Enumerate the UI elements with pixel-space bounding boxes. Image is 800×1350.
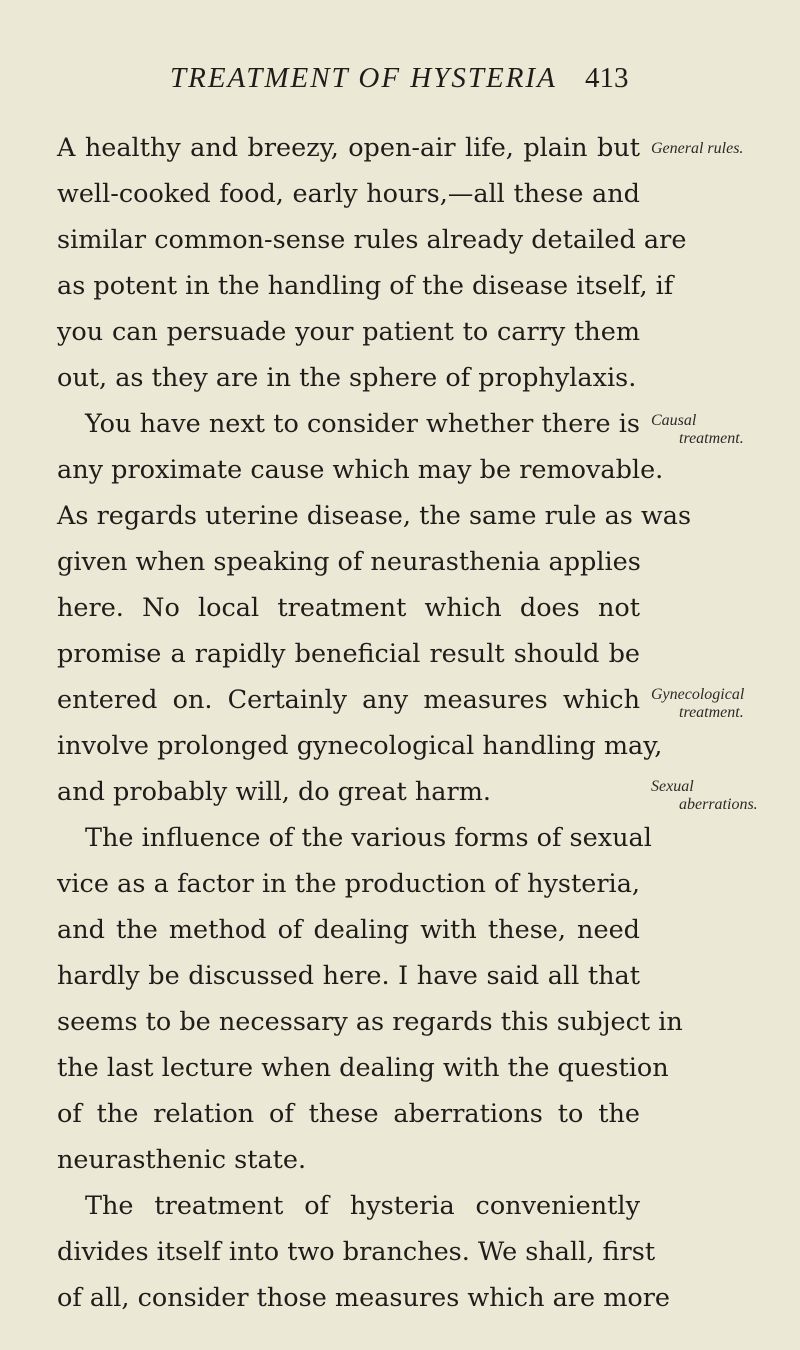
running-header bbox=[0, 62, 800, 102]
text-line: The influence of the various forms of sexual bbox=[85, 823, 652, 853]
margin-note-text: Sexual bbox=[651, 778, 694, 795]
margin-note-text: General rules. bbox=[651, 140, 744, 157]
text-line: divides itself into two branches. We shall, first bbox=[57, 1237, 656, 1267]
text-line: similar common-sense rules already detailed are bbox=[57, 225, 687, 255]
text-line: out, as they are in the sphere of prophylaxis. bbox=[57, 363, 637, 393]
margin-note-general-rules bbox=[651, 140, 800, 158]
text-line: well-cooked food, early hours,—all these and bbox=[57, 179, 640, 209]
text-line: the last lecture when dealing with the question bbox=[57, 1053, 669, 1083]
text-line: promise a rapidly beneficial result should be bbox=[57, 639, 640, 669]
margin-note-text: Gynecological bbox=[651, 686, 745, 703]
text-line: A healthy and breezy, open-air life, plain but bbox=[57, 133, 640, 163]
text-line: you can persuade your patient to carry them bbox=[57, 317, 640, 347]
text-line: here. No local treatment which does not bbox=[57, 593, 640, 623]
text-line: and probably will, do great harm. bbox=[57, 777, 491, 807]
text-line: involve prolonged gynecological handling may, bbox=[57, 731, 663, 761]
margin-note-text: treatment. bbox=[679, 704, 744, 721]
text-line: The treatment of hysteria conveniently bbox=[85, 1191, 640, 1221]
text-line: of the relation of these aberrations to the bbox=[57, 1099, 640, 1129]
margin-note-causal-treatment bbox=[651, 412, 800, 448]
text-line: neurasthenic state. bbox=[57, 1145, 307, 1175]
page-number: 413 bbox=[585, 62, 629, 94]
text-line: You have next to consider whether there is bbox=[85, 409, 640, 439]
text-line: entered on. Certainly any measures which bbox=[57, 685, 640, 715]
margin-note-text: aberrations. bbox=[679, 796, 758, 813]
text-line: any proximate cause which may be removable. bbox=[57, 455, 664, 485]
text-line: seems to be necessary as regards this subject in bbox=[57, 1007, 683, 1037]
text-line: vice as a factor in the production of hysteria, bbox=[57, 869, 640, 899]
margin-note-text: treatment. bbox=[679, 430, 744, 447]
margin-note-gynecological-treatment bbox=[651, 686, 800, 722]
text-line: hardly be discussed here. I have said all that bbox=[57, 961, 640, 991]
margin-note-text: Causal bbox=[651, 412, 697, 429]
running-title: TREATMENT OF HYSTERIA bbox=[170, 62, 557, 94]
text-line: of all, consider those measures which are more bbox=[57, 1283, 671, 1313]
text-line: As regards uterine disease, the same rule as was bbox=[57, 501, 692, 531]
text-line: as potent in the handling of the disease itself, if bbox=[57, 271, 674, 301]
margin-note-sexual-aberrations bbox=[651, 778, 800, 814]
text-line: given when speaking of neurasthenia applies bbox=[57, 547, 641, 577]
text-line: and the method of dealing with these, need bbox=[57, 915, 640, 945]
